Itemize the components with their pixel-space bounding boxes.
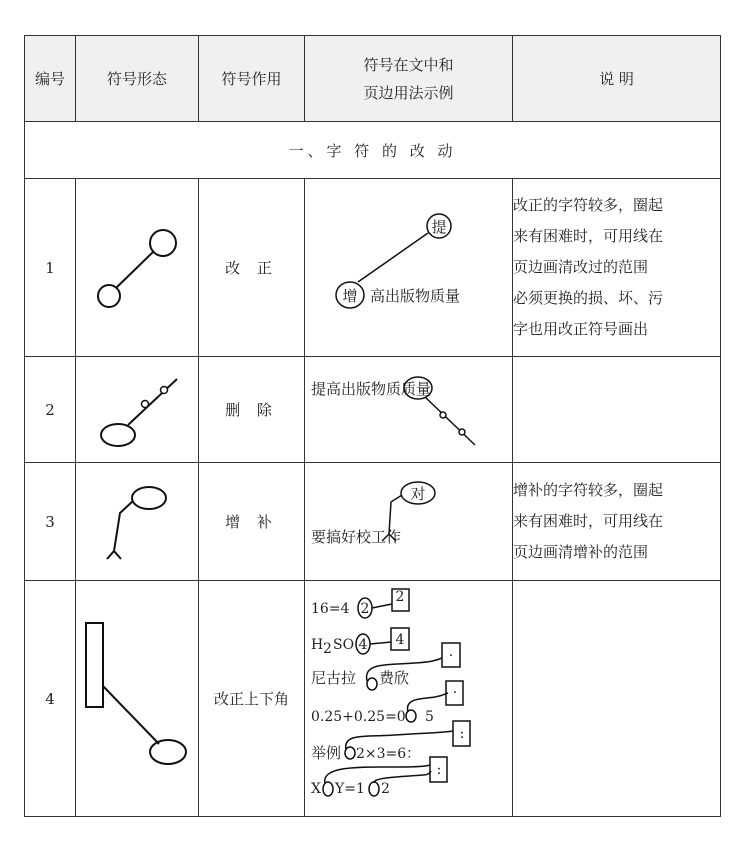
example-circled-char: 增 — [342, 287, 358, 305]
row-number: 3 — [25, 463, 76, 581]
superscript-symbol-shape — [76, 581, 199, 817]
example-line2-so: SO — [333, 637, 355, 653]
table-row — [25, 357, 721, 463]
example-line5-box: : — [459, 726, 465, 742]
usage-example-cell — [305, 357, 513, 463]
example-line5-text: 举例 — [311, 744, 342, 762]
example-line6-after: 2 — [381, 781, 390, 797]
note-line: 字也用改正符号画出 — [513, 320, 649, 338]
note-line: 来有困难时，可用线在 — [513, 227, 664, 245]
symbol-use: 改 正 — [199, 179, 305, 357]
header-row — [25, 36, 721, 122]
example-text: 高出版物质量 — [370, 287, 461, 305]
note-line: 必须更换的损、坏、污 — [513, 289, 664, 307]
example-line5-after: 2×3=6： — [356, 746, 421, 762]
header-example-line2: 页边用法示例 — [363, 83, 454, 102]
proof-symbols-table — [24, 35, 721, 817]
table-row — [25, 179, 721, 357]
header-shape: 符号形态 — [76, 36, 199, 122]
delete-example — [305, 357, 513, 463]
example-line4-text: 0.25+0.25=0 — [311, 709, 406, 725]
example-line4-box: · — [452, 685, 458, 701]
row-number: 4 — [25, 581, 76, 817]
usage-example-cell — [305, 463, 513, 581]
correction-example — [305, 179, 513, 357]
example-line1-circled: 2 — [360, 601, 370, 617]
example-line1-text: 16=4 — [311, 601, 350, 617]
header-use: 符号作用 — [199, 36, 305, 122]
section-row — [25, 122, 721, 179]
table-row — [25, 581, 721, 817]
symbol-shape-cell — [76, 179, 199, 357]
example-line6-box: : — [436, 762, 442, 778]
header-note: 说 明 — [513, 36, 721, 122]
insert-example — [305, 463, 513, 581]
example-line2-h: H — [311, 637, 324, 653]
note-cell — [513, 463, 721, 581]
example-line3-after: 费欣 — [379, 669, 410, 687]
table-row — [25, 463, 721, 581]
superscript-example — [305, 581, 513, 817]
correction-symbol-shape — [76, 179, 199, 357]
example-margin-mark: 提 — [431, 218, 447, 236]
usage-example-cell — [305, 581, 513, 817]
example-line2-circled: 4 — [358, 637, 368, 653]
symbol-use: 增 补 — [199, 463, 305, 581]
symbol-use: 删 除 — [199, 357, 305, 463]
note-cell — [513, 581, 721, 817]
example-text: 要搞好校工作 — [311, 528, 402, 546]
usage-example-cell — [305, 179, 513, 357]
delete-symbol-shape — [76, 357, 199, 463]
header-no: 编号 — [25, 36, 76, 122]
symbol-shape-cell — [76, 463, 199, 581]
header-example — [305, 36, 513, 122]
symbol-shape-cell — [76, 581, 199, 817]
note-line: 改正的字符较多，圈起 — [513, 196, 664, 214]
example-line6-y: Y=1 — [335, 781, 365, 797]
example-line6-x: X — [311, 781, 321, 797]
example-line2-box: 4 — [395, 632, 405, 648]
example-line4-after: 5 — [425, 709, 434, 725]
example-line2-sub: 2 — [323, 641, 332, 657]
note-line: 增补的字符较多，圈起 — [513, 481, 664, 499]
example-margin-mark: 对 — [410, 485, 426, 503]
section-title: 一、字 符 的 改 动 — [25, 122, 721, 179]
symbol-use: 改正上下角 — [199, 581, 305, 817]
example-text: 提高出版物质质量 — [311, 380, 432, 398]
example-line3-box: · — [448, 648, 454, 664]
insert-symbol-shape — [76, 463, 199, 581]
note-line: 页边画清增补的范围 — [513, 543, 649, 561]
example-line1-box: 2 — [395, 589, 405, 605]
example-line3-text: 尼古拉 — [311, 669, 357, 687]
note-cell — [513, 357, 721, 463]
note-line: 来有困难时，可用线在 — [513, 512, 664, 530]
note-line: 页边画清改过的范围 — [513, 258, 649, 276]
row-number: 2 — [25, 357, 76, 463]
symbol-shape-cell — [76, 357, 199, 463]
row-number: 1 — [25, 179, 76, 357]
note-cell — [513, 179, 721, 357]
header-example-line1: 符号在文中和 — [363, 55, 454, 74]
